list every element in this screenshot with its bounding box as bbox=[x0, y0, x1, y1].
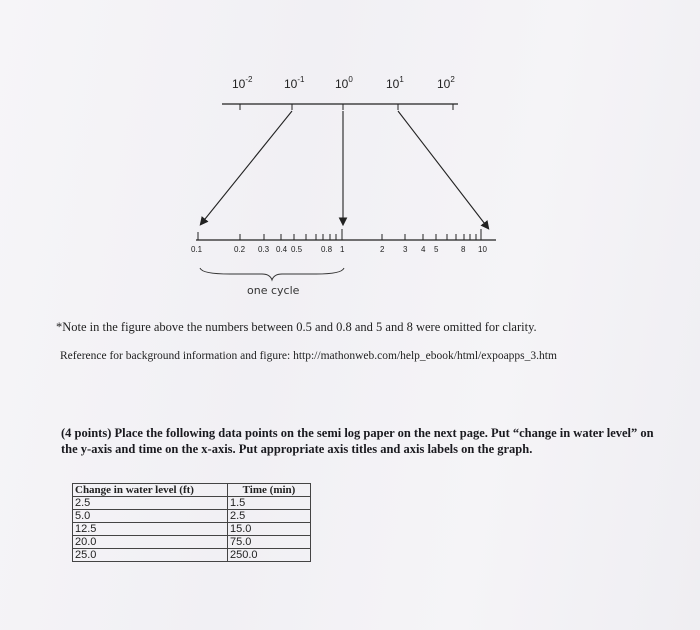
table-row bbox=[73, 510, 311, 523]
bottom-label: 8 bbox=[461, 245, 466, 254]
cell-time: 15.0 bbox=[228, 523, 311, 536]
cycle-label: one cycle bbox=[247, 284, 300, 297]
cell-water-level: 12.5 bbox=[73, 523, 228, 536]
cell-time: 250.0 bbox=[228, 549, 311, 562]
top-label-3: $10^0$ bbox=[335, 75, 353, 91]
table-row bbox=[73, 497, 311, 510]
cell-time: 1.5 bbox=[228, 497, 311, 510]
top-label-1: $10^{-2}$ bbox=[232, 75, 253, 91]
log-scale-figure bbox=[0, 0, 700, 310]
bottom-label: 0.5 bbox=[291, 245, 303, 254]
bottom-label: 0.2 bbox=[234, 245, 246, 254]
top-label-2: $10^{-1}$ bbox=[284, 75, 305, 91]
top-label-5: $10^2$ bbox=[437, 75, 455, 91]
data-table bbox=[72, 483, 311, 562]
cell-time: 75.0 bbox=[228, 536, 311, 549]
bottom-label: 1 bbox=[340, 245, 345, 254]
top-label-4: $10^1$ bbox=[386, 75, 404, 91]
table-header-row bbox=[73, 484, 311, 497]
cycle-brace bbox=[200, 268, 344, 280]
bottom-ticks bbox=[198, 229, 481, 240]
bottom-label: 2 bbox=[380, 245, 385, 254]
bottom-label: 5 bbox=[434, 245, 439, 254]
reference-text: Reference for background information and figure: http://mathonweb.com/help_ebook/html/expoapps_3.htm bbox=[60, 350, 557, 362]
table-row bbox=[73, 549, 311, 562]
task-instructions: (4 points) Place the following data points on the semi log paper on the next page. Put “change in water level” on the y-axis and time on the x-axis. Put appropriate axis titles and axis labels on the graph. bbox=[61, 426, 654, 456]
bottom-label: 0.8 bbox=[321, 245, 333, 254]
cell-water-level: 5.0 bbox=[73, 510, 228, 523]
header-water-level: Change in water level (ft) bbox=[73, 484, 228, 497]
cell-time: 2.5 bbox=[228, 510, 311, 523]
cell-water-level: 2.5 bbox=[73, 497, 228, 510]
header-time: Time (min) bbox=[228, 484, 311, 497]
bottom-label: 0.1 bbox=[191, 245, 203, 254]
figure-note: *Note in the figure above the numbers between 0.5 and 0.8 and 5 and 8 were omitted for clarity. bbox=[56, 320, 537, 334]
table-row bbox=[73, 523, 311, 536]
arrow-left bbox=[201, 111, 292, 224]
bottom-label: 0.3 bbox=[258, 245, 270, 254]
cell-water-level: 25.0 bbox=[73, 549, 228, 562]
arrow-right bbox=[398, 111, 488, 228]
table-row bbox=[73, 536, 311, 549]
cell-water-level: 20.0 bbox=[73, 536, 228, 549]
bottom-label: 4 bbox=[421, 245, 426, 254]
bottom-label: 10 bbox=[478, 245, 487, 254]
bottom-label: 0.4 bbox=[276, 245, 288, 254]
bottom-label: 3 bbox=[403, 245, 408, 254]
